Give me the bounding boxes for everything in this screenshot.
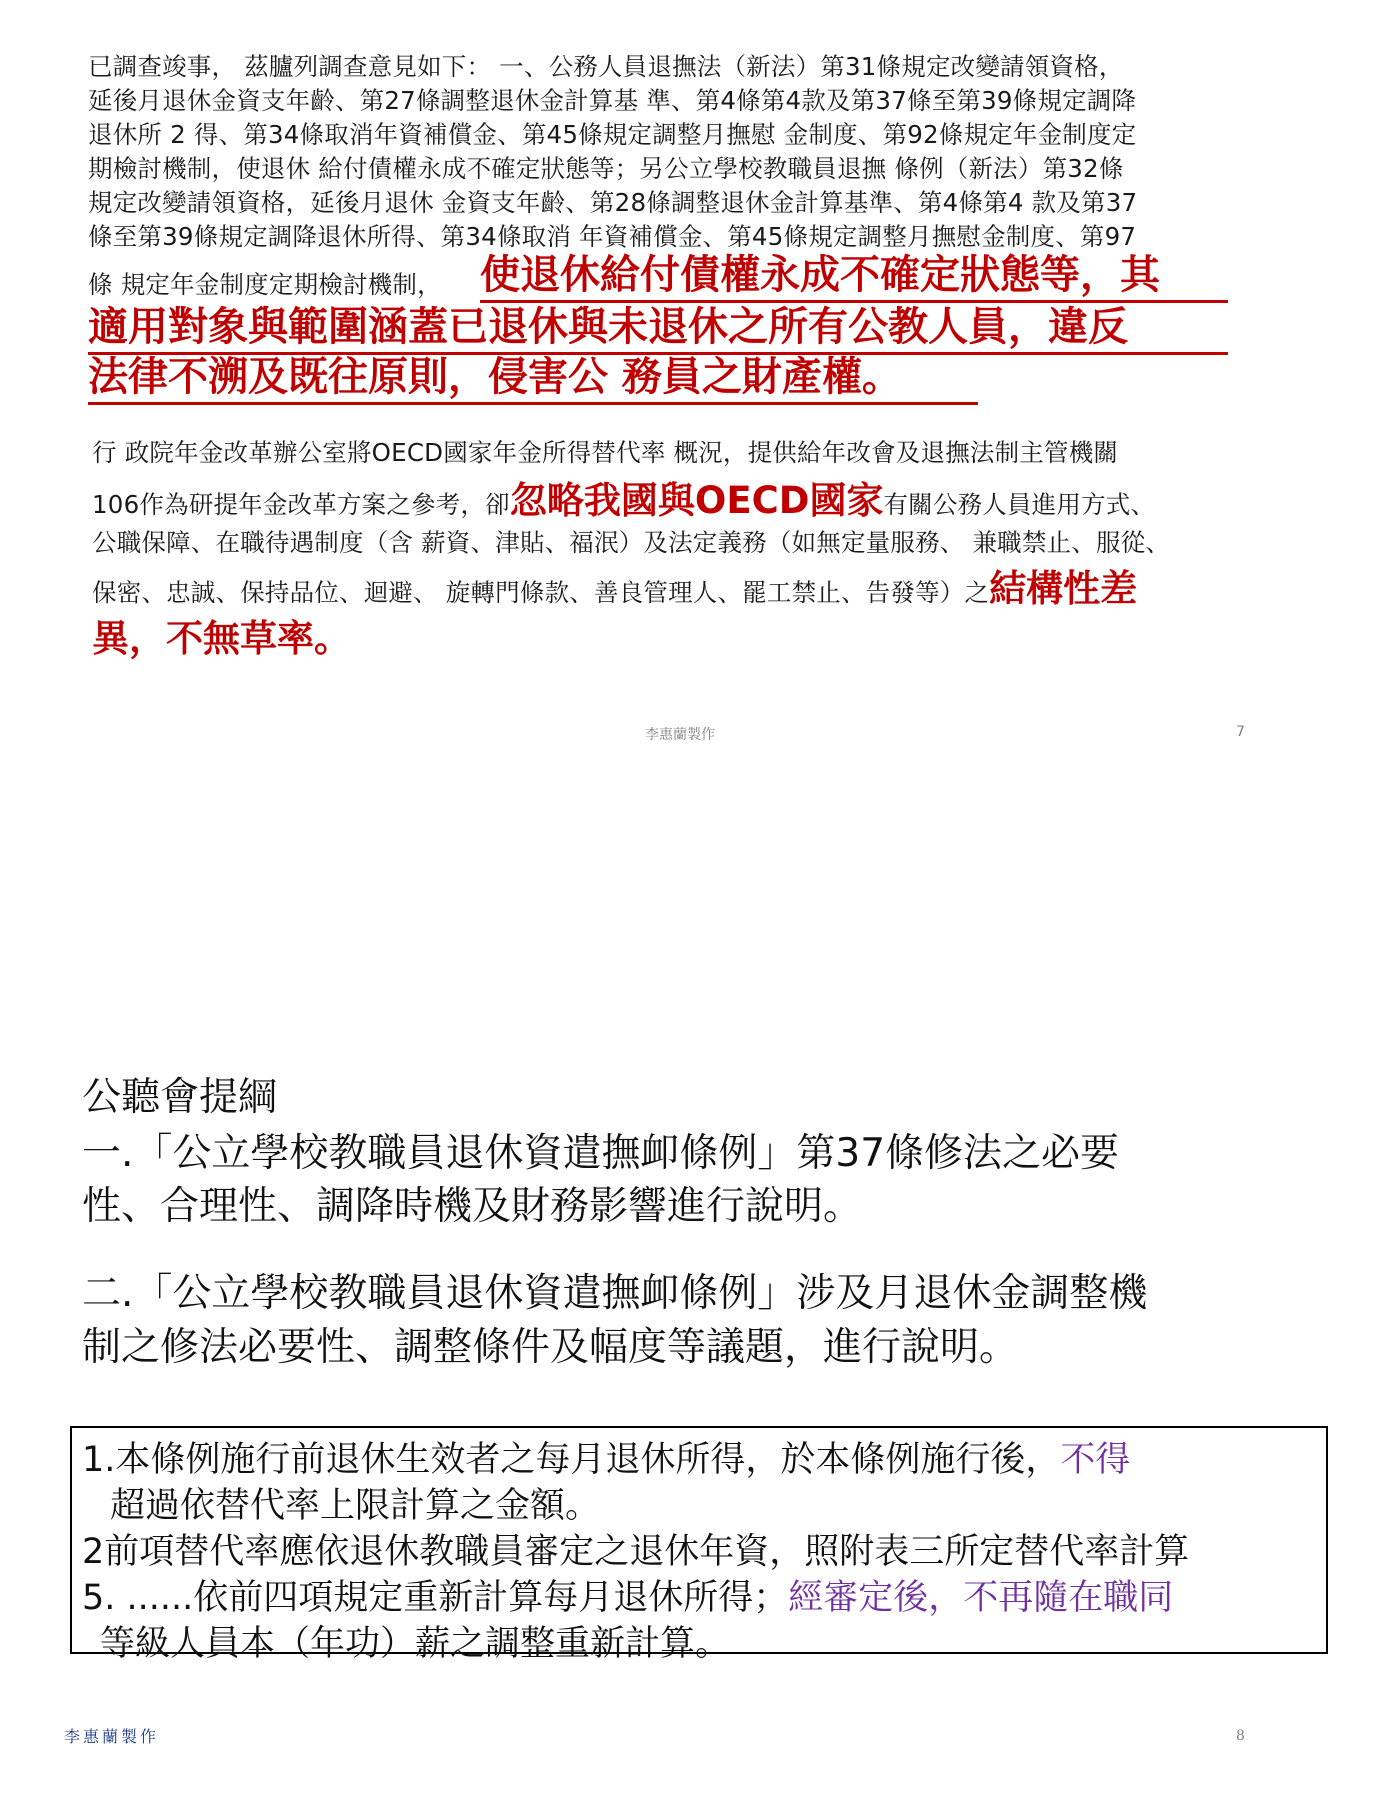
paragraph-line: 公職保障、在職待遇制度（含 薪資、津貼、福泯）及法定義務（如無定量服務、 兼職禁止、服從、 — [92, 528, 1171, 557]
highlight-line: 使退休給付債權永成不確定狀態等，其 — [480, 252, 1160, 298]
footer-author: 李惠蘭製作 — [645, 727, 715, 743]
outline-title: 公聽會提綱 — [82, 1075, 278, 1120]
highlight-text: 結構性差 — [989, 567, 1138, 610]
box-highlight-line: 超過依替代率上限計算之金額。 — [110, 1486, 601, 1526]
highlight-line: 適用對象與範圍涵蓋已退休與未退休之所有公教人員，違反 — [88, 304, 1128, 350]
highlight-underline — [88, 402, 978, 405]
paragraph-line: 退休所 2 得、第34條取消年資補償金、第45條規定調整月撫慰 金制度、第92條規定年金制度定 — [88, 120, 1137, 149]
box-text: 1.本條例施行前退休生效者之每月退休所得，於本條例施行後， — [82, 1440, 1061, 1480]
page-number: 8 — [1236, 1728, 1245, 1744]
paragraph-line: 條 規定年金制度定期檢討機制， — [88, 270, 442, 299]
box-highlight: 不得 — [1060, 1440, 1131, 1480]
highlight-line: 法律不溯及既往原則，侵害公 務員之財產權。 — [88, 354, 902, 400]
outline-line: 性、合理性、調降時機及財務影響進行說明。 — [82, 1184, 863, 1229]
paragraph-text: 106作為研提年金改革方案之參考，卻 — [92, 490, 510, 519]
highlight-line: 異，不無草率。 — [92, 617, 351, 660]
outline-line: 制之修法必要性、調整條件及幅度等議題，進行說明。 — [82, 1325, 1019, 1370]
outline-line: 一.「公立學校教職員退休資遣撫卹條例」第37條修法之必要 — [82, 1131, 1120, 1176]
paragraph-text: 有關公務人員進用方式、 — [883, 490, 1156, 519]
outline-line: 二.「公立學校教職員退休資遣撫卹條例」涉及月退休金調整機 — [82, 1271, 1148, 1316]
page-number: 7 — [1236, 724, 1245, 740]
paragraph-line: 規定改變請領資格，延後月退休 金資支年齡、第28條調整退休金計算基準、第4條第4 款及第37 — [88, 188, 1138, 217]
paragraph-line — [92, 558, 1137, 612]
box-text: 5. ......依前四項規定重新計算每月退休所得； — [82, 1578, 789, 1618]
paragraph-line: 行 政院年金改革辦公室將OECD國家年金所得替代率 概況，提供給年改會及退撫法制主管機關 — [92, 438, 1119, 467]
paragraph-line: 條至第39條規定調降退休所得、第34條取消 年資補償金、第45條規定調整月撫慰金制度、第97 — [88, 222, 1137, 251]
paragraph-text: 保密、忠誠、保持品位、迴避、 旋轉門條款、善良管理人、罷工禁止、告發等）之 — [92, 578, 990, 607]
paragraph-line: 延後月退休金資支年齡、第27條調整退休金計算基 準、第4條第4款及第37條至第39條規定調降 — [88, 86, 1137, 115]
box-line — [82, 1570, 1173, 1620]
paragraph-line — [92, 470, 1155, 522]
paragraph-line: 期檢討機制，使退休 給付債權永成不確定狀態等；另公立學校教職員退撫 條例（新法）第32條 — [88, 154, 1124, 183]
box-highlight-line: 等級人員本（年功）薪之調整重新計算。 — [100, 1624, 731, 1664]
box-line: 2前項替代率應依退休教職員審定之退休年資，照附表三所定替代率計算 — [82, 1532, 1190, 1572]
box-line — [82, 1432, 1130, 1482]
highlight-text: 忽略我國與OECD國家 — [509, 479, 884, 522]
paragraph-line: 已調查竣事， 茲臚列調查意見如下： 一、公務人員退撫法（新法）第31條規定改變請領資格， — [88, 52, 1124, 81]
box-highlight: 經審定後，不再隨在職同 — [788, 1578, 1174, 1618]
footer-author: 李惠蘭製作 — [64, 1727, 160, 1746]
